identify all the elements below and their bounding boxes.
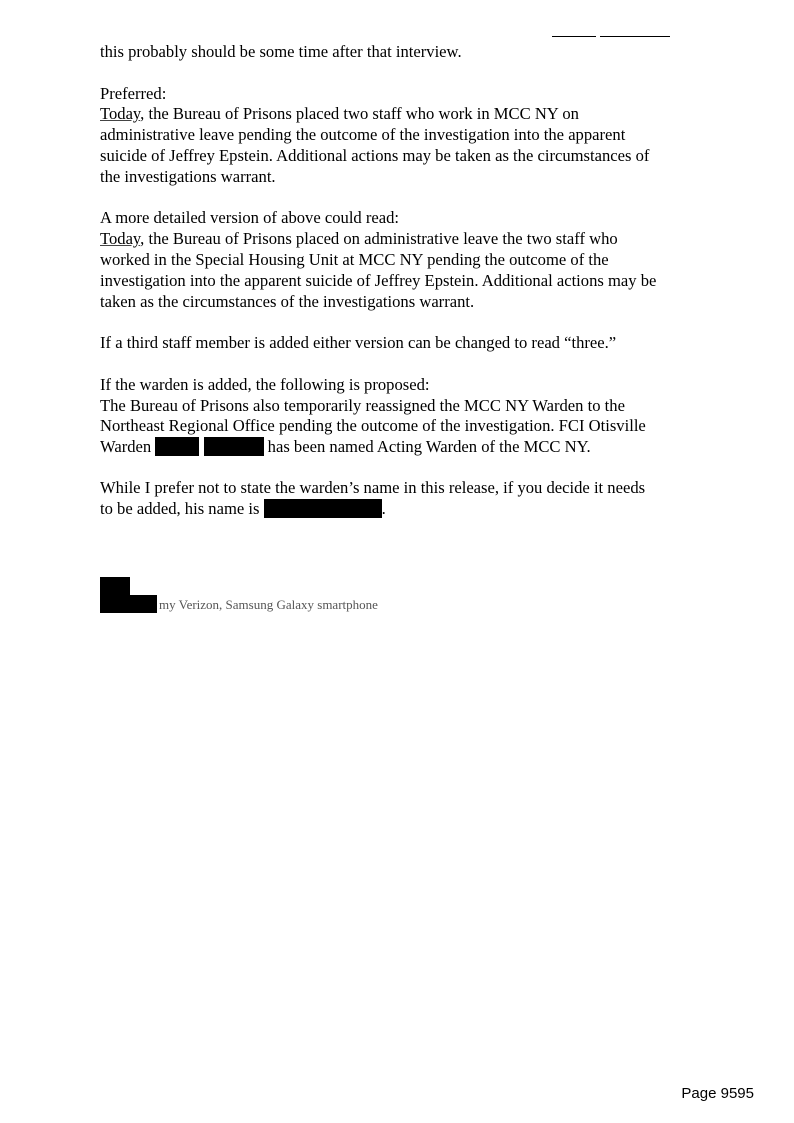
warden-name-line-2: to be added, his name is . — [100, 499, 386, 518]
warden-line-2: Northeast Regional Office pending the outcome of the investigation. FCI Otisville — [100, 416, 646, 435]
warden-name-line-1: While I prefer not to state the warden’s name in this release, if you decide it needs — [100, 478, 646, 497]
warden-line-1: The Bureau of Prisons also temporarily reassigned the MCC NY Warden to the — [100, 396, 625, 415]
page-number: Page 9595 — [681, 1085, 754, 1102]
cropped-previous-line — [100, 26, 720, 38]
preferred-label: Preferred: — [100, 84, 167, 103]
today-link: Today — [100, 229, 141, 248]
redaction-block — [155, 437, 199, 456]
warden-label: If the warden is added, the following is proposed: — [100, 375, 430, 394]
detailed-line-4: taken as the circumstances of the investigations warrant. — [100, 292, 475, 311]
redaction-block — [264, 499, 382, 518]
top-line: this probably should be some time after that interview. — [100, 42, 462, 61]
detailed-line-2: worked in the Special Housing Unit at MCC NY pending the outcome of the — [100, 250, 609, 269]
today-link: Today — [100, 104, 141, 123]
detailed-line-1: Today, the Bureau of Prisons placed on administrative leave the two staff who — [100, 229, 618, 248]
warden-line-3: Warden has been named Acting Warden of the MCC NY. — [100, 437, 591, 456]
preferred-line-1: Today, the Bureau of Prisons placed two staff who work in MCC NY on — [100, 104, 579, 123]
preferred-line-4: the investigations warrant. — [100, 167, 276, 186]
redaction-block — [100, 595, 157, 613]
redaction-block — [100, 577, 130, 595]
detailed-line-3: investigation into the apparent suicide of Jeffrey Epstein. Additional actions may be — [100, 271, 657, 290]
preferred-line-2: administrative leave pending the outcome of the investigation into the apparent — [100, 125, 626, 144]
preferred-line-3: suicide of Jeffrey Epstein. Additional actions may be taken as the circumstances of — [100, 146, 650, 165]
third-staff-line: If a third staff member is added either version can be changed to read “three.” — [100, 333, 617, 352]
signature-text: my Verizon, Samsung Galaxy smartphone — [159, 597, 378, 612]
detailed-label: A more detailed version of above could read: — [100, 208, 400, 227]
redaction-block — [204, 437, 264, 456]
